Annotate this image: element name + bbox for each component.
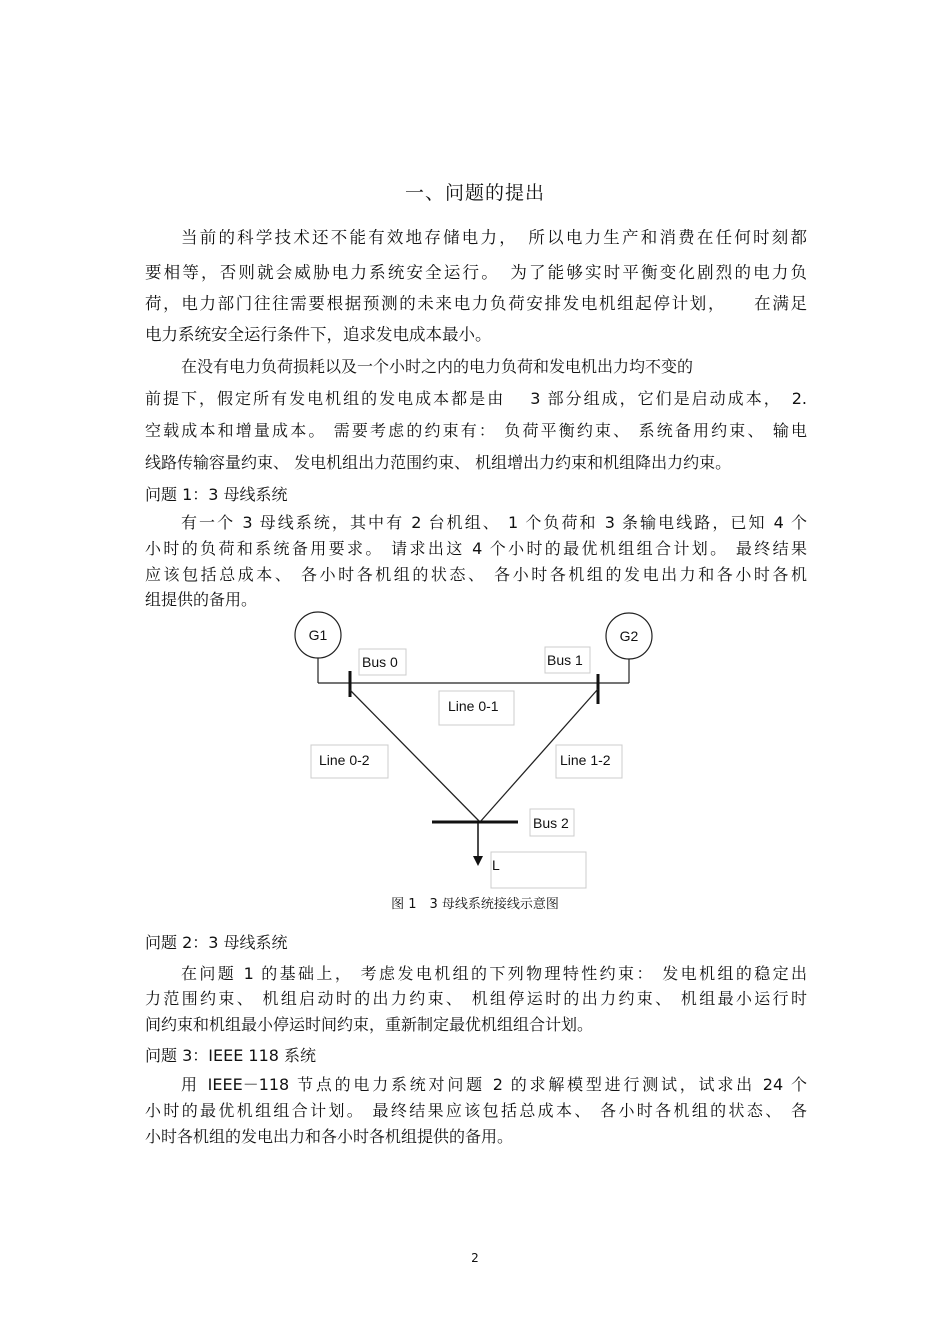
intro-p2-line-2: 前提下，假定所有发电机组的发电成本都是由 3 部分组成，它们是启动成本， 2.: [145, 389, 807, 408]
page-number: 2: [471, 1251, 479, 1265]
line-0-1-label: Line 0-1: [448, 698, 499, 714]
intro-p1-line-2: 要相等，否则就会威胁电力系统安全运行。 为了能够实时平衡变化剧烈的电力负: [145, 263, 807, 282]
q2-line-3: 间约束和机组最小停运时间约束，重新制定最优机组组合计划。: [145, 1015, 594, 1034]
q3-line-3: 小时各机组的发电出力和各小时各机组提供的备用。: [145, 1127, 514, 1146]
figure-caption: 图 1 3 母线系统接线示意图: [391, 897, 559, 912]
load-arrow-head-icon: [473, 856, 483, 866]
load-label: L: [492, 857, 500, 873]
q2-heading: 问题 2：3 母线系统: [145, 933, 288, 952]
q2-line-1: 在问题 1 的基础上， 考虑发电机组的下列物理特性约束： 发电机组的稳定出: [181, 964, 807, 983]
bus-0-label: Bus 0: [362, 654, 398, 670]
q1-heading: 问题 1：3 母线系统: [145, 485, 288, 504]
q1-line-1: 有一个 3 母线系统，其中有 2 台机组、 1 个负荷和 3 条输电线路，已知 4 个: [181, 513, 807, 532]
q3-heading: 问题 3：IEEE 118 系统: [145, 1046, 317, 1065]
q2-line-2: 力范围约束、 机组启动时的出力约束、 机组停运时的出力约束、 机组最小运行时: [145, 989, 807, 1008]
intro-p1-line-3: 荷，电力部门往往需要根据预测的未来电力负荷安排发电机组起停计划， 在满足: [145, 294, 807, 313]
intro-p2-line-3: 空载成本和增量成本。 需要考虑的约束有： 负荷平衡约束、 系统备用约束、 输电: [145, 421, 807, 440]
q3-line-2: 小时的最优机组组合计划。 最终结果应该包括总成本、 各小时各机组的状态、 各: [145, 1101, 807, 1120]
intro-p2-line-1: 在没有电力负荷损耗以及一个小时之内的电力负荷和发电机出力均不变的: [181, 357, 694, 376]
line-0-2-label: Line 0-2: [319, 752, 370, 768]
intro-p2-line-4: 线路传输容量约束、 发电机组出力范围约束、 机组增出力约束和机组降出力约束。: [145, 453, 732, 472]
bus-2-label: Bus 2: [533, 815, 569, 831]
section-title: 一、问题的提出: [404, 182, 545, 204]
intro-p1-line-1: 当前的科学技术还不能有效地存储电力， 所以电力生产和消费在任何时刻都: [181, 228, 807, 247]
q3-line-1: 用 IEEE－118 节点的电力系统对问题 2 的求解模型进行测试，试求出 24 个: [181, 1075, 807, 1094]
generator-g1-label: G1: [308, 627, 328, 643]
intro-p1-line-4: 电力系统安全运行条件下，追求发电成本最小。: [145, 325, 492, 344]
bus-1-label: Bus 1: [547, 652, 583, 668]
q1-line-3: 应该包括总成本、 各小时各机组的状态、 各小时各机组的发电出力和各小时各机: [145, 565, 807, 584]
generator-g2-label: G2: [619, 628, 639, 644]
q1-line-4: 组提供的备用。: [145, 590, 258, 609]
line-1-2-label: Line 1-2: [560, 752, 611, 768]
q1-line-2: 小时的负荷和系统备用要求。 请求出这 4 个小时的最优机组组合计划。 最终结果: [145, 539, 807, 558]
